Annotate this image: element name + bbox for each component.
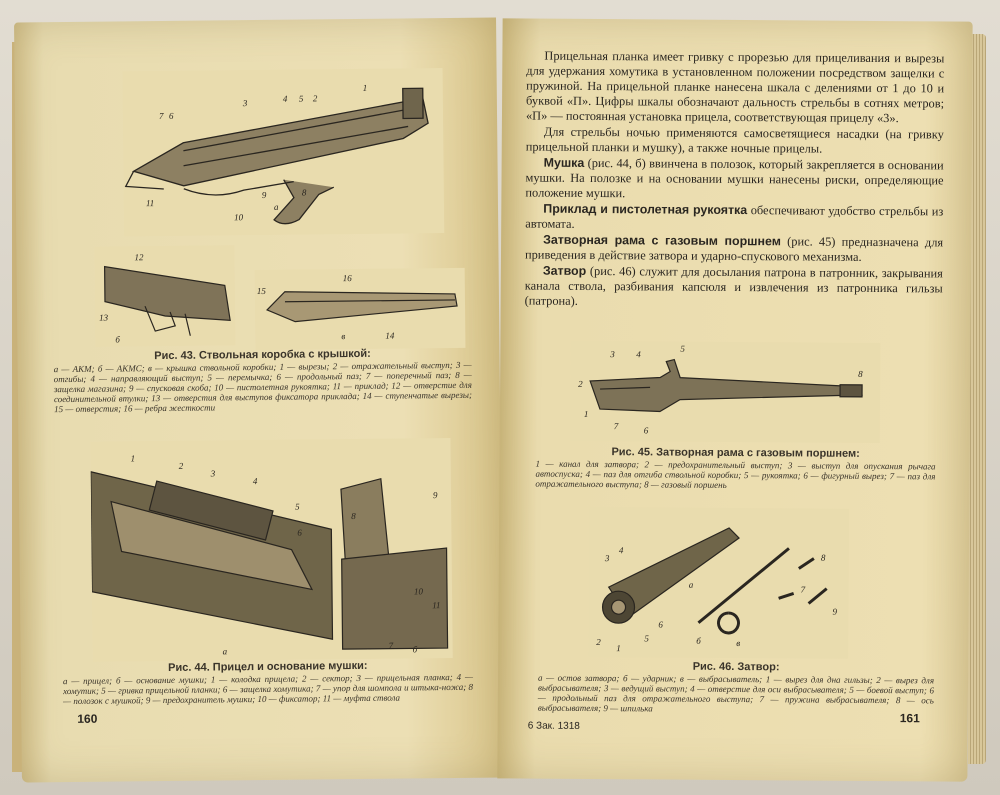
fig45-legend: 1 — канал для затвора; 2 — предохранительный выступ; 3 — выступ для опускания рычага автоспуска; 4 — паз для отгиба ствольной коробки; 5 — рукоятка; 6 — фигурный вырез; 7 — паз для отражательного выступа; 8 — газовый поршень — [535, 458, 936, 490]
fig46-letter-v: в — [736, 638, 741, 649]
fig43c-label-14: 14 — [385, 330, 395, 341]
paragraph-2 — [526, 125, 944, 158]
fig43b-letter: б — [115, 334, 120, 345]
paragraph-6-text: (рис. 46) служит для досылания патрона в патронник, закрывания канала ствола, разбивания капсюля и извлечения из патронника гильзы (патрона). — [524, 263, 943, 308]
fig46-legend: а — остов затвора; б — ударник; в — выбрасыватель; 1 — вырез для дна гильзы; 2 — вырез для выбрасывателя; 3 — ведущий выступ; 4 — отверстие для оси выбрасывателя; 5 — боевой выступ; 6 — продольный паз для отражательного выступа; 7 — пружина выбрасывателя; 8 — ось выбрасывателя; 9 — шпилька — [537, 672, 935, 714]
fig43a-label-3: 3 — [242, 98, 248, 109]
fig46-label-1: 1 — [616, 643, 621, 654]
fig43a-label-8: 8 — [301, 187, 307, 198]
print-order-note: 6 Зак. 1318 — [527, 720, 580, 732]
fig43a-label-2: 2 — [312, 93, 318, 104]
paragraph-4 — [525, 202, 943, 235]
fig43c-label-16: 16 — [342, 273, 352, 284]
fig46-caption — [538, 661, 934, 716]
fig43a-label-5: 5 — [298, 93, 304, 104]
paragraph-6-bold: Затвор — [542, 263, 587, 278]
fig45-label-4: 4 — [636, 349, 641, 360]
fig43a-letter: а — [273, 201, 279, 212]
fig43a-label-7: 7 — [158, 110, 164, 122]
fig43a-label-4: 4 — [282, 93, 288, 104]
fig46-title: Рис. 46. Затвор: — [692, 660, 780, 674]
fig43-legend: а — АКМ; б — АКМС; в — крышка ствольной коробки; 1 — вырезы; 2 — отражательный выступ; 3 — отгибы; 4 — направляющий выступ; 5 — перемычка; 6 — продольный паз; 7 — поперечный паз; 8 — защелка магазина; 9 — спусковая скоба; 10 — пистолетная рукоятка; 11 — приклад; 12 — отверстие для соединительной втулки; 13 — отверстия для выступов фиксатора приклада; 14 — ступенчатые вырезы; 15 — отверстия; 16 — ребра жесткости — [53, 359, 473, 415]
fig43a-label-9: 9 — [261, 189, 267, 200]
paragraph-3-bold: Мушка — [543, 155, 585, 170]
fig43a-label-10: 10 — [234, 212, 244, 223]
fig44-label-10: 10 — [413, 586, 424, 597]
fig46-label-5: 5 — [644, 633, 649, 644]
fig46-letter-b: б — [696, 635, 701, 646]
fig46-label-3: 3 — [604, 553, 610, 564]
fig43-title: Рис. 43. Ствольная коробка с крышкой: — [154, 347, 371, 363]
paragraph-2-text: Для стрельбы ночью применяются самосветящиеся насадки (на гривку прицельной планки и мушку), а также ночные прицелы. — [525, 124, 944, 156]
fig44-letter-b: б — [412, 644, 418, 655]
fig43b-label-12: 12 — [134, 252, 144, 263]
fig45-bolt-carrier-drawing — [570, 341, 881, 443]
fig43c-label-15: 15 — [256, 285, 266, 297]
fig43-caption — [53, 348, 472, 414]
paragraph-5 — [525, 233, 943, 266]
fig43a-label-6: 6 — [168, 110, 174, 121]
fig43b-label-13: 13 — [99, 312, 109, 323]
paragraph-3 — [525, 156, 943, 204]
fig44-label-5: 5 — [295, 501, 300, 512]
fig46-label-6: 6 — [658, 619, 663, 630]
fig45-label-7: 7 — [613, 421, 619, 432]
fig43b-akms-drawing — [94, 245, 235, 346]
fig44-label-11: 11 — [432, 600, 441, 611]
fig43a-label-11: 11 — [145, 198, 155, 209]
fig45-caption — [535, 447, 935, 492]
fig44-title: Рис. 44. Прицел и основание мушки: — [168, 659, 368, 674]
fig44-label-1: 1 — [130, 453, 136, 464]
paragraph-1-text: Прицельная планка имеет гривку с прорезью для прицеливания и вырезы для удержания хомутика в установленном положении посредством защелки с пружиной. На прицельной планке нанесена шкала с делениями от 1 до 10 и буквой «П». Цифры шкалы обозначают дальность стрельбы в сотнях метров; «П» — постоянная установка прицела, соответствующая прицелу «3». — [525, 48, 945, 126]
left-page-number: 160 — [77, 711, 98, 726]
fig44-letter-a: а — [222, 646, 228, 657]
right-page — [497, 18, 972, 781]
fig44-label-9: 9 — [432, 490, 438, 501]
fig46-label-2: 2 — [596, 637, 601, 648]
fig46-bolt-drawing — [588, 507, 849, 659]
fig45-label-2: 2 — [578, 378, 583, 389]
fig43c-cover-drawing — [255, 268, 466, 350]
fig43a-label-1: 1 — [362, 82, 368, 93]
fig46-label-8: 8 — [820, 552, 826, 563]
fig43a-receiver-drawing — [123, 68, 445, 236]
fig45-label-1: 1 — [583, 408, 589, 419]
fig44-label-7: 7 — [388, 640, 394, 651]
left-page — [14, 17, 504, 782]
fig44-label-6: 6 — [297, 527, 302, 538]
fig44-caption — [63, 660, 473, 706]
fig43c-letter: в — [341, 331, 346, 342]
fig45-label-6: 6 — [643, 425, 649, 436]
right-page-text — [525, 49, 945, 313]
fig44-label-8: 8 — [351, 510, 356, 522]
open-book — [18, 20, 986, 782]
fig45-label-3: 3 — [610, 349, 615, 360]
fig44-sight-drawing — [90, 438, 452, 662]
fig44-label-2: 2 — [178, 460, 184, 471]
paragraph-1 — [526, 49, 945, 127]
paragraph-5-bold: Затворная рама с газовым поршнем — [543, 232, 781, 249]
paragraph-4-text: обеспечивают удобство стрельбы из автомата. — [525, 203, 944, 231]
fig45-label-5: 5 — [680, 343, 685, 354]
fig46-label-9: 9 — [832, 606, 838, 617]
fig45-label-8: 8 — [858, 368, 863, 379]
fig44-label-3: 3 — [210, 468, 216, 479]
fig46-label-7: 7 — [800, 584, 806, 595]
paragraph-5-text: (рис. 45) предназначена для приведения в действие затвора и ударно-спускового механизма. — [524, 234, 944, 264]
fig46-label-4: 4 — [618, 545, 624, 556]
paragraph-4-bold: Приклад и пистолетная рукоятка — [543, 201, 748, 218]
fig44-legend: а — прицел; б — основание мушки; 1 — колодка прицела; 2 — сектор; 3 — прицельная планка; 4 — хомутик; 5 — гривка прицельной планки; 6 — защелка хомутика; 7 — упор для шомпола и штыка-ножа; 8 — полозок с мушкой; 9 — предохранитель мушки; 10 — фиксатор; 11 — муфта ствола — [62, 671, 474, 707]
paragraph-6 — [525, 264, 943, 312]
fig46-letter-a: а — [688, 579, 694, 590]
fig45-title: Рис. 45. Затворная рама с газовым поршнем: — [611, 446, 860, 460]
fig44-label-4: 4 — [252, 476, 258, 487]
right-page-number: 161 — [899, 711, 920, 726]
paragraph-3-text: (рис. 44, б) ввинчена в полозок, который закрепляется в основании мушки. На полозке и на основании мушки нанесены риски, определяющие положение мушки. — [525, 155, 944, 201]
